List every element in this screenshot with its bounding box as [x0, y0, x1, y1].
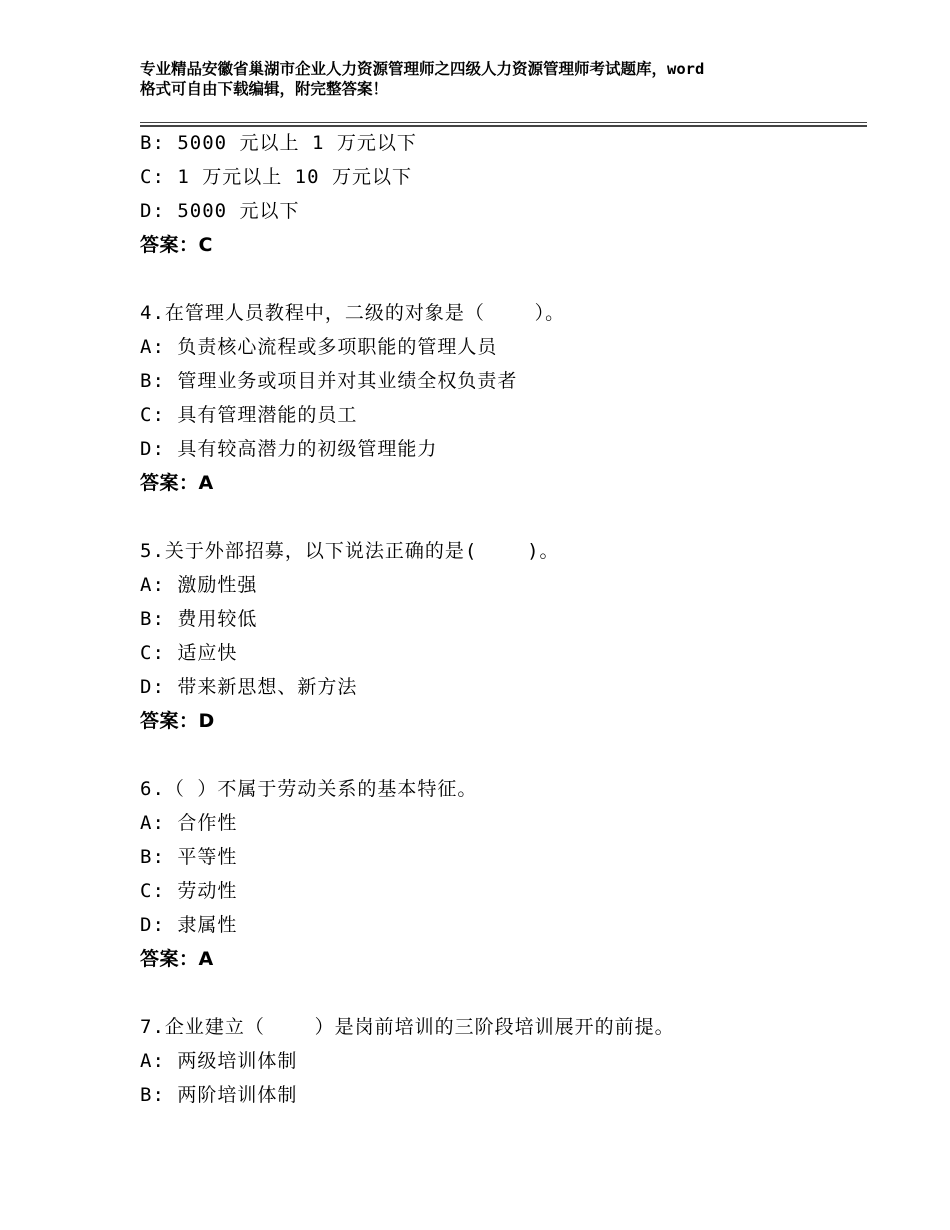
question-3-partial	[140, 126, 867, 262]
option-d: D: 带来新思想、新方法	[140, 676, 358, 698]
option-b: B: 费用较低	[140, 608, 258, 630]
header-line-2: 格式可自由下载编辑，附完整答案！	[140, 80, 389, 98]
option-a: A: 合作性	[140, 812, 238, 834]
answer: 答案：A	[140, 472, 214, 494]
spacer	[140, 738, 867, 772]
question-stem: 7.企业建立（ ）是岗前培训的三阶段培训展开的前提。	[140, 1016, 675, 1038]
question-stem: 6.（ ）不属于劳动关系的基本特征。	[140, 778, 478, 800]
option-d: D: 隶属性	[140, 914, 238, 936]
option-b: B: 管理业务或项目并对其业绩全权负责者	[140, 370, 518, 392]
option-b: B: 平等性	[140, 846, 238, 868]
answer: 答案：C	[140, 234, 213, 256]
option-d: D: 具有较高潜力的初级管理能力	[140, 438, 438, 460]
question-5	[140, 534, 867, 738]
spacer	[140, 976, 867, 1010]
spacer	[140, 500, 867, 534]
option-c: C: 具有管理潜能的员工	[140, 404, 358, 426]
option-a: A: 负责核心流程或多项职能的管理人员	[140, 336, 498, 358]
question-4	[140, 296, 867, 500]
question-list	[140, 126, 867, 1112]
option-b: B: 5000 元以上 1 万元以下	[140, 132, 417, 154]
header-line-1: 专业精品安徽省巢湖市企业人力资源管理师之四级人力资源管理师考试题库，word	[140, 60, 705, 78]
option-c: C: 劳动性	[140, 880, 238, 902]
option-c: C: 1 万元以上 10 万元以下	[140, 166, 412, 188]
header-rule-thin	[140, 122, 867, 123]
option-d: D: 5000 元以下	[140, 200, 300, 222]
option-c: C: 适应快	[140, 642, 238, 664]
document-header	[140, 59, 830, 99]
spacer	[140, 262, 867, 296]
answer: 答案：D	[140, 710, 215, 732]
option-a: A: 激励性强	[140, 574, 258, 596]
option-a: A: 两级培训体制	[140, 1050, 298, 1072]
question-7	[140, 1010, 867, 1112]
answer: 答案：A	[140, 948, 214, 970]
question-stem: 5.关于外部招募，以下说法正确的是( )。	[140, 540, 560, 562]
question-stem: 4.在管理人员教程中，二级的对象是（ ）。	[140, 302, 566, 324]
option-b: B: 两阶培训体制	[140, 1084, 298, 1106]
question-6	[140, 772, 867, 976]
